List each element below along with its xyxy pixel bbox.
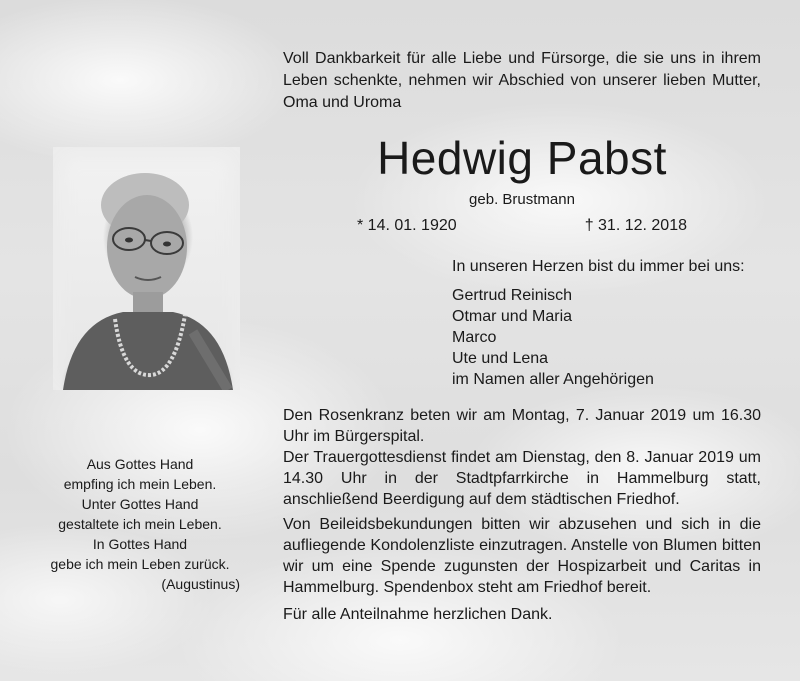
thanks-note: Für alle Anteilnahme herzlichen Dank. xyxy=(283,606,553,623)
donation-notice: Von Beileidsbekundungen bitten wir abzusehen und sich in die aufliegende Kondolenzliste einzutragen. Anstelle von Blumen bitten wir um eine Spende zugunsten der Hospizarbeit und Caritas in Hammelburg. Spendenbox steht am Friedhof bereit. xyxy=(283,516,761,596)
deceased-name: Hedwig Pabst xyxy=(377,132,667,184)
mourner-name: Otmar und Maria xyxy=(452,308,573,325)
mourners-block xyxy=(452,256,772,390)
rosary-notice: Den Rosenkranz beten wir am Montag, 7. Januar 2019 um 16.30 Uhr im Bürgerspital. xyxy=(283,407,761,445)
birth-date: * 14. 01. 1920 xyxy=(357,217,457,234)
birth-name: geb. Brustmann xyxy=(469,191,575,208)
portrait-illustration xyxy=(53,147,240,390)
poem-block xyxy=(40,454,240,594)
poem-line: gestaltete ich mein Leben. xyxy=(58,516,222,532)
life-dates xyxy=(357,215,687,237)
intro-text: Voll Dankbarkeit für alle Liebe und Fürsorge, die sie uns in ihrem Leben schenkte, nehmen wir Abschied von unserer lieben Mutter, Oma und Uroma xyxy=(283,50,761,111)
mourner-name: im Namen aller Angehörigen xyxy=(452,371,654,388)
mourners-list xyxy=(452,285,772,390)
poem-author: (Augustinus) xyxy=(161,576,240,592)
mourner-name: Ute und Lena xyxy=(452,350,549,367)
poem-line: Unter Gottes Hand xyxy=(81,496,199,512)
mourners-lead: In unseren Herzen bist du immer bei uns: xyxy=(452,258,745,275)
poem-line: In Gottes Hand xyxy=(92,536,188,552)
funeral-notices xyxy=(283,405,761,629)
poem-line: gebe ich mein Leben zurück. xyxy=(50,556,230,572)
funeral-service-notice: Der Trauergottesdienst findet am Dienstag, den 8. Januar 2019 um 14.30 Uhr in der Stadtpfarrkirche in Hammelburg statt, anschließend Beerdigung auf dem städtischen Friedhof. xyxy=(283,449,761,508)
poem-line: empfing ich mein Leben. xyxy=(63,476,217,492)
portrait-photo xyxy=(53,147,240,390)
death-date: † 31. 12. 2018 xyxy=(584,217,687,234)
mourner-name: Gertrud Reinisch xyxy=(452,287,573,304)
poem-line: Aus Gottes Hand xyxy=(86,456,194,472)
mourner-name: Marco xyxy=(452,329,497,346)
